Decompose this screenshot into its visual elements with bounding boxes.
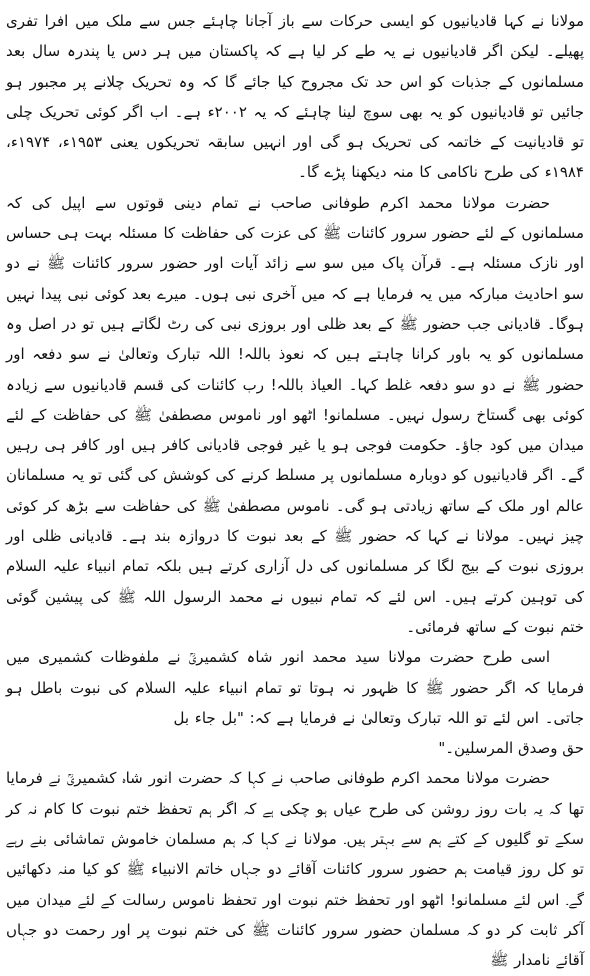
paragraph-2: حضرت مولانا محمد اکرم طوفانی صاحب نے تمام دینی قوتوں سے اپیل کی کہ مسلمانوں کے لئے حضور سرور کائنات ﷺ کی عزت کی حفاظت کا مسئلہ بہت ہی حساس اور نازک مسئلہ ہے۔ قرآن پاک میں سو سے زائد آیات اور حضور سرور کائنات ﷺ نے دو سو احادیث مبارکہ میں یہ فرمایا ہے کہ میں آخری نبی ہوں۔ میرے بعد کوئی نبی پیدا نہیں ہوگا۔ قادیانی جب حضور ﷺ کے بعد ظلی اور بروزی نبی کی رٹ لگاتے ہیں تو در اصل وہ مسلمانوں کو یہ باور کرانا چاہتے ہیں کہ نعوذ باللہ! اللہ تبارک وتعالیٰ نے سو دفعہ اور حضور ﷺ نے دو سو دفعہ غلط کہا۔ العیاذ باللہ! رب کائنات کی قسم قادیانیوں سے زیادہ کوئی بھی گستاخ رسول نہیں۔ مسلمانو! اٹھو اور ناموس مصطفیٰ ﷺ کی حفاظت کے لئے میدان میں کود جاؤ۔ حکومت فوجی ہو یا غیر فوجی قادیانی کافر ہیں اور کافر ہی رہیں گے۔ اگر قادیانیوں کو دوبارہ مسلمانوں پر مسلط کرنے کی کوشش کی گئی تو یہ مسلمانان عالم اور ملک کے ساتھ زیادتی ہو گی۔ ناموس مصطفیٰ ﷺ کی حفاظت سے بڑھ کر کوئی چیز نہیں۔ مولانا نے کہا کہ حضور ﷺ کے بعد نبوت کا دروازہ بند ہے۔ قادیانی ظلی اور بروزی نبوت کے بیج لگا کر مسلمانوں کی دل آزاری کرتے ہیں بلکہ تمام انبیاء علیہ السلام کی توہین کرتے ہیں۔ اس لئے کہ تمام نبیوں نے محمد الرسول اللہ ﷺ کی پیشین گوئی ختم نبوت کے ساتھ فرمائی۔ — [6, 193, 584, 636]
quote-continuation-line: حق وصدق المرسلین۔" — [438, 739, 584, 758]
paragraph-1: مولانا نے کہا قادیانیوں کو ایسی حرکات سے باز آجانا چاہئے جس سے ملک میں افرا تفری پھیلے۔ لیکن اگر قادیانیوں نے یہ طے کر لیا ہے کہ پاکستان میں ہر دس یا پندرہ سال بعد مسلمانوں کے جذبات کو اس حد تک مجروح کیا جائے گا کہ وہ تحریک چلانے پر مجبور ہو جائیں تو قادیانیوں کو یہ بھی سوچ لینا چاہئے کہ یہ ۲۰۰۲ء ہے۔ اب اگر کوئی تحریک چلی تو قادیانیت کے خاتمہ کی تحریک ہو گی اور انہیں سابقہ تحریکوں یعنی ۱۹۵۳ء، ۱۹۷۴ء، ۱۹۸۴ء کی طرح ناکامی کا منہ دیکھنا پڑے گا۔ — [6, 12, 584, 182]
paragraph-3: اسی طرح حضرت مولانا سید محمد انور شاہ کشمیریؒ نے ملفوظات کشمیری میں فرمایا کہ اگر حضور ﷺ کا ظہور نہ ہوتا تو تمام انبیاء علیہ السلام کی نبوت باطل ہو جاتی۔ اس لئے تو اللہ تبارک وتعالیٰ نے فرمایا ہے کہ: "بل جاء بل — [6, 648, 584, 727]
paragraph-4: حضرت مولانا محمد اکرم طوفانی صاحب نے کہا کہ حضرت انور شاہ کشمیریؒ نے فرمایا تھا کہ یہ بات روز روشن کی طرح عیاں ہو چکی ہے کہ اگر ہم تحفظ ختم نبوت کا کام نہ کر سکے تو گلیوں کے کتے ہم سے بہتر ہیں۔ مولانا نے کہا کہ ہم مسلمان خاموش تماشائی بنے رہے تو کل روز قیامت ہم حضور سرور کائنات آقائے دو جہاں خاتم الانبیاء ﷺ کو کیا منہ دکھائیں گے۔ اس لئے مسلمانو! اٹھو اور تحفظ ختم نبوت اور تحفظ ناموس رسالت کے لئے میدان میں آکر ثابت کر دو کہ مسلمان حضور سرور کائنات ﷺ کی ختم نبوت پر اور رحمت دو جہاں آقائے نامدار ﷺ — [6, 769, 584, 970]
